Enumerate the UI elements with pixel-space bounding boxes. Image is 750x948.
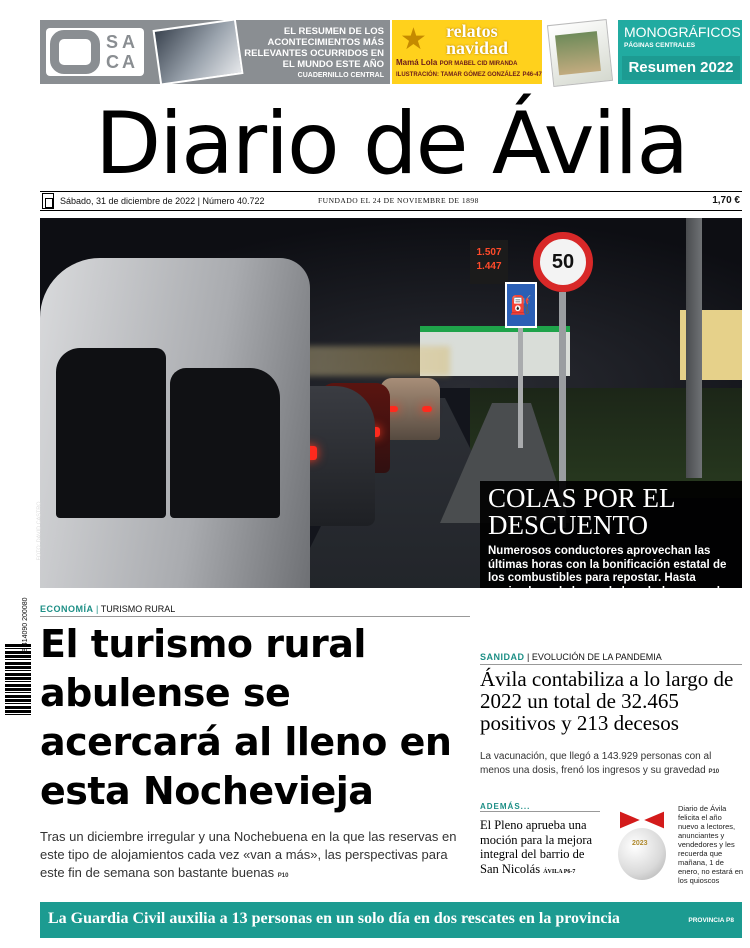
relatos-title xyxy=(446,23,508,57)
fuel-price: 1.447 xyxy=(476,261,502,272)
mono-subtitle: PÁGINAS CENTRALES xyxy=(624,42,696,49)
photo-subhead-ref: ÁVILA P2-3 xyxy=(713,604,746,610)
lead-ref: P10 xyxy=(277,873,289,879)
sanidad-section: SANIDAD xyxy=(480,652,525,662)
new-year-greeting: Diario de Ávila felicita el año nuevo a lectores, anunciantes y vendedores y les recuerda que mañana, 1 de enero, no estará en los quioscos xyxy=(678,804,744,885)
lead-section-label xyxy=(40,604,470,614)
lead-subsection: TURISMO RURAL xyxy=(100,604,176,614)
divider xyxy=(480,664,742,665)
resumen-book-cover xyxy=(547,19,613,87)
osaca-letter: A xyxy=(122,52,136,72)
separator: | xyxy=(527,652,532,662)
sign-pole xyxy=(518,328,523,448)
separator: | xyxy=(96,604,101,614)
lead-body-text: Tras un diciembre irregular y una Nochebuena en la que las reservas en este tipo de alojamientos cada vez «van a más», las perspectivas para este fin de semana son bastante buenas xyxy=(40,829,457,880)
promo-strip xyxy=(40,20,742,86)
sanidad-section-label xyxy=(480,652,742,662)
divider xyxy=(40,616,470,617)
photo-subhead-text: Numerosos conductores aprovechan las últimas horas con la bonificación estatal de los combustibles para repostar. Hasta noviembre, el ahorro de los abulenses se ha cifrado en cerca de 15 millones de euros xyxy=(488,545,731,611)
tail-light xyxy=(422,406,432,412)
barcode xyxy=(5,644,31,716)
relatos-promo[interactable] xyxy=(392,20,542,84)
osaca-promo[interactable] xyxy=(40,20,390,84)
sanidad-ref: P10 xyxy=(708,769,720,775)
barcode-number: 8 414090 200080 xyxy=(22,597,29,652)
osaca-summary-text: EL RESUMEN DE LOS ACONTECIMIENTOS MÁS RELEVANTES OCURRIDOS EN EL MUNDO ESTE AÑO xyxy=(244,26,384,70)
lead-body xyxy=(40,828,460,885)
book-cover-image xyxy=(555,31,601,75)
banner-ref: PROVINCIA P8 xyxy=(688,917,734,924)
shooting-star-icon: ★ xyxy=(400,23,427,56)
relatos-illustration: ILUSTRACIÓN: TAMAR GÓMEZ GONZÁLEZ xyxy=(396,72,521,78)
van xyxy=(40,258,310,588)
ademas-headline[interactable] xyxy=(480,818,605,879)
osaca-o-mark xyxy=(50,30,100,74)
separator: | xyxy=(197,196,203,206)
ademas-label: ADEMÁS... xyxy=(480,802,531,811)
gas-pump-icon: ⛽ xyxy=(505,282,537,328)
sanidad-headline[interactable]: Ávila contabiliza a lo largo de 2022 un total de 32.465 positivos y 213 decesos xyxy=(480,667,734,735)
osaca-letter: C xyxy=(106,52,120,72)
osaca-promo-photo xyxy=(153,18,244,85)
bottom-banner[interactable] xyxy=(40,902,742,938)
founded-note: FUNDADO EL 24 DE NOVIEMBRE DE 1898 xyxy=(318,196,479,205)
issue-price: 1,70 € xyxy=(712,195,740,206)
building-icon xyxy=(42,193,54,209)
ornament-year: 2023 xyxy=(632,840,648,847)
sanidad-body xyxy=(480,750,742,779)
issue-date-line xyxy=(60,192,265,210)
sanidad-body-text: La vacunación, que llegó a 143.929 personas con al menos una dosis, frenó los ingresos y su gravedad xyxy=(480,751,712,776)
relatos-author: POR MABEL CID MIRANDA xyxy=(439,61,518,67)
photo-subhead xyxy=(488,545,746,615)
osaca-summary-note: CUADERNILLO CENTRAL xyxy=(297,72,384,79)
photo-credit: FOTO: DAVID CASTRO xyxy=(36,501,43,561)
lamp-post xyxy=(686,218,702,478)
relatos-page: P46-47 xyxy=(522,72,542,78)
osaca-summary xyxy=(234,26,384,81)
mono-badge: Resumen 2022 xyxy=(622,56,740,80)
lead-section: ECONOMÍA xyxy=(40,604,94,614)
ornament-ball xyxy=(618,828,666,880)
relatos-title-line: navidad xyxy=(446,38,509,58)
osaca-logo xyxy=(46,28,144,76)
van-window xyxy=(170,368,280,518)
monograficos-promo[interactable] xyxy=(618,20,742,84)
masthead-title: Diario de Ávila xyxy=(94,94,688,194)
photo-headline: COLAS POR EL DESCUENTO xyxy=(488,483,675,540)
christmas-ornament-icon xyxy=(612,806,672,886)
relatos-credits xyxy=(396,58,546,80)
banner-headline: La Guardia Civil auxilia a 13 personas en un solo día en dos rescates en la provincia xyxy=(48,910,620,927)
speed-limit-sign: 50 xyxy=(533,232,593,292)
ademas-headline-text: El Pleno aprueba una moción para la mejora integral del barrio de San Nicolás xyxy=(480,818,593,876)
osaca-letter: S xyxy=(106,32,120,52)
mono-title: MONOGRÁFICOS xyxy=(624,24,741,40)
lead-headline[interactable]: El turismo rural abulense se acercará al lleno en esta Nochevieja xyxy=(40,622,452,813)
fuel-price: 1.507 xyxy=(476,247,502,258)
gas-station-stripe xyxy=(420,326,570,332)
divider xyxy=(480,811,600,812)
fuel-price-sign xyxy=(470,240,508,284)
sanidad-subsection: EVOLUCIÓN DE LA PANDEMIA xyxy=(531,652,662,662)
van-window xyxy=(56,348,166,518)
osaca-letter: A xyxy=(122,32,136,52)
relatos-title-line: relatos xyxy=(446,21,498,41)
masthead-info-bar xyxy=(40,191,742,211)
relatos-story: Mamá Lola xyxy=(396,58,438,67)
ademas-ref: ÁVILA P6-7 xyxy=(543,868,576,875)
photo-headline-box[interactable] xyxy=(480,481,746,611)
issue-date: Sábado, 31 de diciembre de 2022 xyxy=(60,196,196,206)
issue-number: Número 40.722 xyxy=(202,196,265,206)
